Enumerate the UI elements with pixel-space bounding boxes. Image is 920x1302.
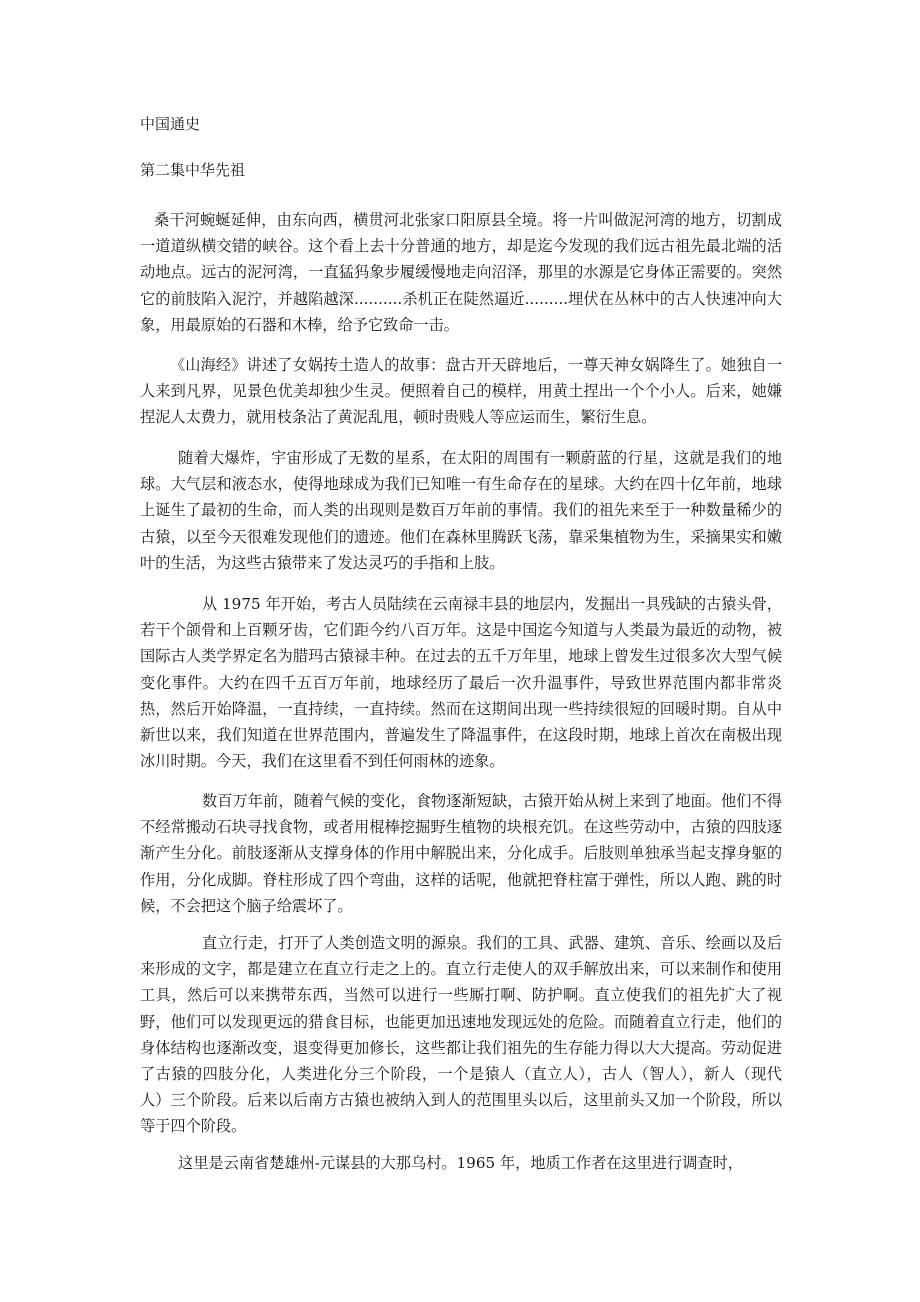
paragraph-yuanmou: 这里是云南省楚雄州-元谋县的大那乌村。1965 年，地质工作者在这里进行调查时， — [178, 1154, 743, 1172]
paragraph-upright-walking: 直立行走，打开了人类创造文明的源泉。我们的工具、武器、建筑、音乐、绘画以及后来形成的文字，都是建立在直立行走之上的。直立行走使人的双手解放出来，可以来制作和使用工具，然后可以来携带东西，当然可以进行一些厮打啊、防护啊。直立使我们的祖先扩大了视野，他们可以发现更远的猎食目标，也能更加迅速地发现远处的危险。而随着直立行走，他们的身体结构也逐渐改变，退变得更加修长，这些都让我们祖先的生存能力得以大大提高。劳动促进了古猿的四肢分化，人类进化分三个阶段，一个是猿人（直立人），古人（智人），新人（现代人）三个阶段。后来以后南方古猿也被纳入到人的范围里头以后，这里前头又加一个阶段，所以等于四个阶段。 — [140, 934, 782, 1136]
paragraph-ground-life: 数百万年前，随着气候的变化，食物逐渐短缺，古猿开始从树上来到了地面。他们不得不经常搬动石块寻找食物，或者用棍棒挖掘野生植物的块根充饥。在这些劳动中，古猿的四肢逐渐产生分化。前肢逐渐从支撑身体的作用中解脱出来，分化成手。后肢则单独承当起支撑身躯的作用，分化成脚。脊柱形成了四个弯曲，这样的话呢，他就把脊柱富于弹性，所以人跑、跳的时候，不会把这个脑子给震坏了。 — [140, 792, 782, 915]
paragraph-lufeng-ape: 从 1975 年开始，考古人员陆续在云南禄丰县的地层内，发掘出一具残缺的古猿头骨，若干个颌骨和上百颗牙齿，它们距今约八百万年。这是中国迄今知道与人类最为最近的动物，被国际古人类学界定名为腊玛古猿禄丰种。在过去的五千万年里，地球上曾发生过很多次大型气候变化事件。大约在四千五百万年前，地球经历了最后一次升温事件，导致世界范围内都非常炎热，然后开始降温，一直持续，一直持续。然而在这期间出现一些持续很短的回暖时期。自从中新世以来，我们知道在世界范围内，普遍发生了降温事件，在这段时期，地球上首次在南极出现冰川时期。今天，我们在这里看不到任何雨林的迹象。 — [140, 595, 782, 771]
paragraph-nihewan: 桑干河蜿蜒延伸，由东向西，横贯河北张家口阳原县全境。将一片叫做泥河湾的地方，切割成一道道纵横交错的峡谷。这个看上去十分普通的地方，却是迄今发现的我们远古祖先最北端的活动地点。远古的泥河湾，一直猛犸象步履缓慢地走向沼泽，那里的水源是它身体正需要的。突然它的前肢陷入泥泞，并越陷越深..........杀机正在陡然逼近.........埋伏在丛林中的古人快速冲向大象，用最原始的石器和木棒，给予它致命一击。 — [140, 211, 782, 334]
document-title: 中国通史 — [140, 115, 201, 133]
paragraph-nuwa: 《山海经》讲述了女娲抟土造人的故事：盘古开天辟地后，一尊天神女娲降生了。她独自一人来到凡界，见景色优美却独少生灵。便照着自己的模样，用黄土捏出一个个小人。后来，她嫌捏泥人太费力，就用枝条沾了黄泥乱甩，顿时贵贱人等应运而生，繁衍生息。 — [140, 356, 782, 427]
paragraph-earth-origin: 随着大爆炸，宇宙形成了无数的星系，在太阳的周围有一颗蔚蓝的行星，这就是我们的地球。大气层和液态水，使得地球成为我们已知唯一有生命存在的星球。大约在四十亿年前，地球上诞生了最初的生命，而人类的出现则是数百万年前的事情。我们的祖先来至于一种数量稀少的古猿，以至今天很难发现他们的遗迹。他们在森林里腾跃飞荡，靠采集植物为生，采摘果实和嫩叶的生活，为这些古猿带来了发达灵巧的手指和上肢。 — [140, 449, 782, 572]
episode-title: 第二集中华先祖 — [140, 161, 246, 179]
